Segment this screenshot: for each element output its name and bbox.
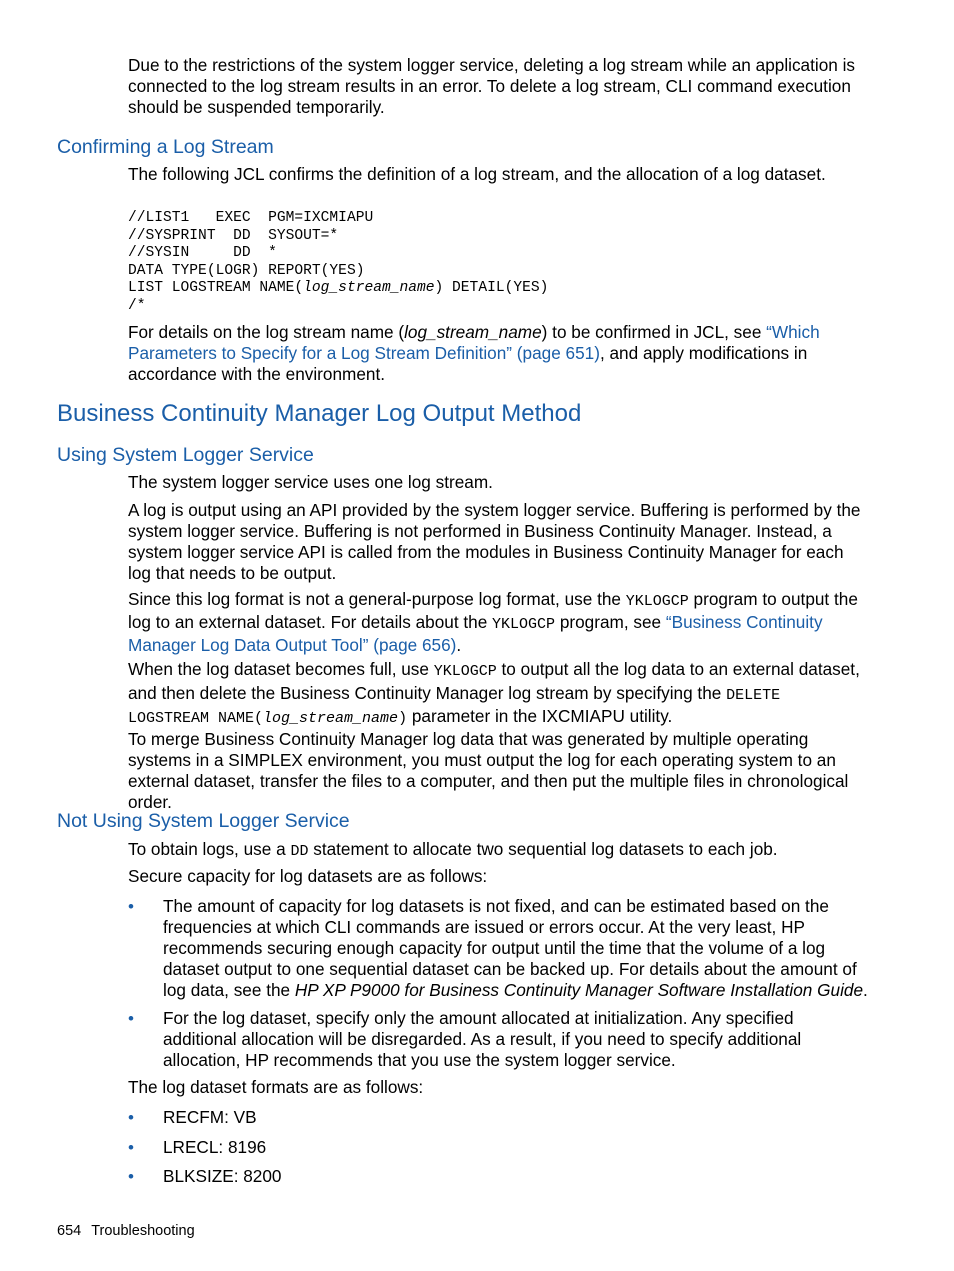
list-item-text: RECFM: VB	[163, 1107, 257, 1127]
text-run: .	[456, 635, 462, 655]
list-item-text: For the log dataset, specify only the amount allocated at initialization. Any specified additional allocation will be disregarded. As a result, if you need to specify additional allocation, HP recommends that you use the system logger service.	[163, 1008, 802, 1070]
list-item-text: LRECL: 8196	[163, 1137, 267, 1157]
bullet-icon: •	[128, 1138, 134, 1157]
bullet-icon: •	[128, 1167, 134, 1186]
heading-confirming-log-stream: Confirming a Log Stream	[57, 136, 274, 158]
text-run: To obtain logs, use a	[128, 839, 291, 859]
italic-title: HP XP P9000 for Business Continuity Manager Software Installation Guide	[294, 980, 864, 1000]
heading-not-using-system-logger: Not Using System Logger Service	[57, 810, 350, 832]
using-logger-paragraph-1: The system logger service uses one log stream.	[128, 472, 493, 492]
inline-code: )	[398, 710, 408, 727]
code-line: //SYSIN DD *	[128, 245, 277, 261]
using-logger-paragraph-2: A log is output using an API provided by the system logger service. Buffering is performed by the system logger service. Buffering is not performed in Business Continuity Manager. Instead, a system logger service API is called from the modules in Business Continuity Manager for each log that needs to be output.	[128, 500, 861, 583]
text-run: .	[863, 980, 868, 1000]
inline-code-variable: log_stream_name	[263, 710, 399, 727]
list-item-text	[163, 896, 869, 1001]
inline-code: YKLOGCP	[625, 593, 689, 610]
text-run: , and apply modifications in accordance with the environment.	[128, 343, 808, 384]
text-run: parameter in the IXCMIAPU utility.	[407, 706, 673, 726]
confirming-lead-paragraph: The following JCL confirms the definition of a log stream, and the allocation of a log dataset.	[128, 164, 826, 184]
code-line: /*	[128, 297, 146, 314]
not-using-paragraph-1	[128, 839, 870, 862]
text-run: Since this log format is not a general-purpose log format, use the	[128, 589, 626, 609]
text-run: When the log dataset becomes full, use	[128, 659, 434, 679]
code-variable: log_stream_name	[303, 280, 435, 296]
confirming-details-paragraph	[128, 322, 870, 385]
not-using-paragraph-2: Secure capacity for log datasets are as follows:	[128, 866, 488, 886]
code-line: DATA TYPE(LOGR) REPORT(YES)	[128, 262, 365, 279]
bullet-icon: •	[128, 897, 134, 916]
bullet-icon: •	[128, 1108, 134, 1127]
not-using-paragraph-3: The log dataset formats are as follows:	[128, 1077, 424, 1097]
code-text: ) DETAIL(YES)	[434, 280, 549, 296]
inline-code: DD	[290, 843, 309, 860]
text-run: The amount of capacity for log datasets is not fixed, and can be estimated based on the frequencies at which CLI commands are issued or errors occur. At the very least, HP recommends securing enough capacity for output until the time that the volume of a log dataset output to one sequential dataset can be backed up. For details about the amount of log data, see the	[163, 896, 857, 1000]
using-logger-paragraph-4	[128, 659, 870, 730]
page-footer	[57, 1222, 195, 1240]
text-run: statement to allocate two sequential log datasets to each job.	[308, 839, 778, 859]
inline-code: DELETE LOGSTREAM NAME(	[128, 686, 781, 727]
cross-reference-link[interactable]: “Business Continuity Manager Log Data Output Tool” (page 656)	[128, 612, 823, 655]
code-line: //LIST1 EXEC PGM=IXCMIAPU	[128, 210, 374, 226]
text-run: to output all the log data to an external dataset, and then delete the Business Continuity Manager log stream by specifying the	[128, 659, 860, 703]
inline-code: YKLOGCP	[492, 616, 556, 633]
cross-reference-link[interactable]: “Which Parameters to Specify for a Log Stream Definition” (page 651)	[128, 322, 820, 363]
code-line: //SYSPRINT DD SYSOUT=*	[128, 227, 339, 244]
heading-bcm-log-output-method: Business Continuity Manager Log Output Method	[57, 400, 582, 427]
using-logger-paragraph-5: To merge Business Continuity Manager log data that was generated by multiple operating systems in a SIMPLEX environment, you must output the log for each operating system to an external dataset, transfer the files to a computer, and then put the multiple files in chronological order.	[128, 729, 849, 812]
text-run: For details on the log stream name (	[128, 322, 405, 342]
code-text: LIST LOGSTREAM NAME(	[128, 280, 304, 296]
page-number: 654	[57, 1223, 82, 1239]
text-run: program to output the log to an external dataset. For details about the	[128, 589, 858, 632]
heading-using-system-logger: Using System Logger Service	[57, 444, 314, 466]
using-logger-paragraph-3	[128, 589, 870, 656]
text-run: ) to be confirmed in JCL, see	[541, 322, 767, 342]
bullet-icon: •	[128, 1009, 134, 1028]
code-line	[128, 280, 548, 296]
text-run: program, see	[555, 612, 666, 632]
jcl-code-block	[128, 210, 548, 315]
intro-paragraph: Due to the restrictions of the system logger service, deleting a log stream while an application is connected to the log stream results in an error. To delete a log stream, CLI command execution should be suspended temporarily.	[128, 55, 856, 117]
inline-code: YKLOGCP	[433, 663, 497, 680]
italic-variable: log_stream_name	[404, 322, 542, 342]
list-item-text: BLKSIZE: 8200	[163, 1166, 282, 1186]
footer-section-title: Troubleshooting	[91, 1223, 195, 1239]
